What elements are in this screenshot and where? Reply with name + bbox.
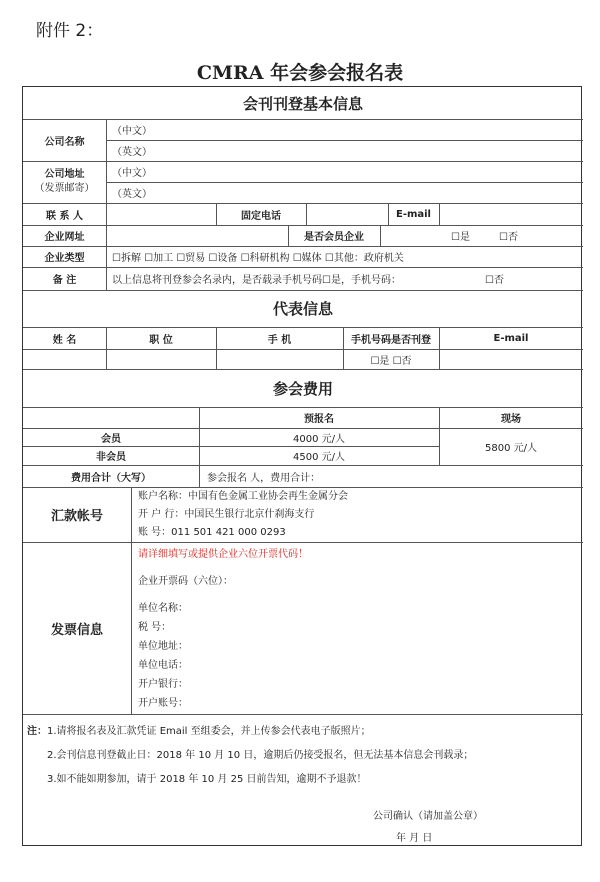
invoice-code-field[interactable]: 企业开票码（六位）： xyxy=(138,576,233,587)
member-label: 会员 xyxy=(101,433,121,445)
remark-no-checkbox[interactable]: ☐否 xyxy=(485,275,504,286)
contact-label: 联 系 人 xyxy=(46,210,83,222)
total-field[interactable]: 参会报名 人，费用合计： xyxy=(207,472,321,484)
company-address-label xyxy=(23,161,106,203)
rep-mobile-field[interactable] xyxy=(217,350,343,369)
company-confirm: 公司确认（请加盖公章） xyxy=(373,810,483,822)
company-name-en-field[interactable]: （英文） xyxy=(112,147,152,158)
header-position: 职 位 xyxy=(149,334,173,346)
onsite-fee: 5800 元/人 xyxy=(485,443,537,454)
header-name: 姓 名 xyxy=(52,334,77,346)
website-field[interactable] xyxy=(107,225,288,246)
total-label: 费用合计（大写） xyxy=(71,472,151,484)
invoice-warning: 请详细填写或提供企业六位开票代码！ xyxy=(138,549,308,560)
invoice-bank[interactable]: 开户银行： xyxy=(138,679,188,690)
pre-register-header: 预报名 xyxy=(304,414,334,425)
rep-email-field[interactable] xyxy=(440,350,583,369)
invoice-label: 发票信息 xyxy=(50,622,103,638)
header-publish-mobile: 手机号码是否刊登 xyxy=(351,334,431,346)
address-label-sub: （发票邮寄） xyxy=(34,183,95,194)
email-field[interactable] xyxy=(440,203,583,225)
remittance-details xyxy=(138,487,348,542)
address-cn-field[interactable]: （中文） xyxy=(112,168,152,179)
invoice-phone[interactable]: 单位电话： xyxy=(138,660,188,671)
contact-field[interactable] xyxy=(107,203,216,225)
member-yes-checkbox[interactable]: ☐是 xyxy=(451,232,470,243)
rep-name-field[interactable] xyxy=(24,350,106,369)
section-representative-title: 代表信息 xyxy=(272,300,333,318)
rep-publish-checkboxes[interactable]: ☐是 ☐否 xyxy=(370,355,412,367)
member-no-checkbox[interactable]: ☐否 xyxy=(499,232,518,243)
note-2: 2.会刊信息刊登截止日：2018 年 10 月 10 日，逾期后仍接受报名，但无法基本信息会刊载录； xyxy=(47,750,474,761)
header-email: E-mail xyxy=(493,332,529,344)
remittance-label: 汇款帐号 xyxy=(50,509,103,524)
website-label: 企业网址 xyxy=(44,232,85,243)
registration-form xyxy=(22,86,582,846)
section-basic-info-title: 会刊刊登基本信息 xyxy=(242,94,363,113)
account-number: 账 号：011 501 421 000 0293 xyxy=(138,527,286,538)
phone-field[interactable] xyxy=(307,203,388,225)
note-1: 1.请将报名表及汇款凭证 Email 至组委会，并上传参会代表电子版照片； xyxy=(47,726,371,737)
address-label-text: 公司地址 xyxy=(44,169,85,180)
notes-prefix: 注： xyxy=(27,726,47,737)
nonmember-label: 非会员 xyxy=(96,452,126,463)
form-title: CMRA 年会参会报名表 xyxy=(196,62,404,84)
section-fee-title: 参会费用 xyxy=(272,379,333,398)
notes xyxy=(27,720,473,792)
invoice-account[interactable]: 开户账号： xyxy=(138,698,188,709)
confirm-date: 年 月 日 xyxy=(396,832,433,844)
member-fee: 4000 元/人 xyxy=(293,433,345,445)
company-type-options[interactable]: ☐拆解 ☐加工 ☐贸易 ☐设备 ☐科研机构 ☐媒体 ☐其他：政府机关 xyxy=(112,253,404,264)
member-question-label: 是否会员企业 xyxy=(304,232,364,243)
header-mobile: 手 机 xyxy=(267,334,292,346)
company-name-cn-field[interactable]: （中文） xyxy=(112,126,152,137)
phone-label: 固定电话 xyxy=(241,210,281,222)
remark-text: 以上信息将刊登参会名录内，是否载录手机号码☐是，手机号码： xyxy=(112,275,401,286)
rep-position-field[interactable] xyxy=(107,350,216,369)
nonmember-fee: 4500 元/人 xyxy=(293,452,345,463)
invoice-company-name[interactable]: 单位名称： xyxy=(138,603,188,614)
account-name: 账户名称：中国有色金属工业协会再生金属分会 xyxy=(138,491,348,502)
remark-label: 备 注 xyxy=(52,275,77,286)
invoice-tax-id[interactable]: 税 号： xyxy=(138,622,172,633)
email-label: E-mail xyxy=(395,208,431,220)
company-type-label: 企业类型 xyxy=(44,253,85,264)
address-en-field[interactable]: （英文） xyxy=(112,189,152,200)
company-name-label: 公司名称 xyxy=(44,136,85,148)
invoice-address[interactable]: 单位地址： xyxy=(138,641,188,652)
attachment-label: 附件 2： xyxy=(36,21,104,41)
note-3: 3.如不能如期参加，请于 2018 年 10 月 25 日前告知，逾期不予退款！ xyxy=(47,774,367,785)
bank-name: 开 户 行：中国民生银行北京什刹海支行 xyxy=(138,509,315,520)
onsite-header: 现场 xyxy=(501,414,521,425)
invoice-details xyxy=(138,545,308,713)
